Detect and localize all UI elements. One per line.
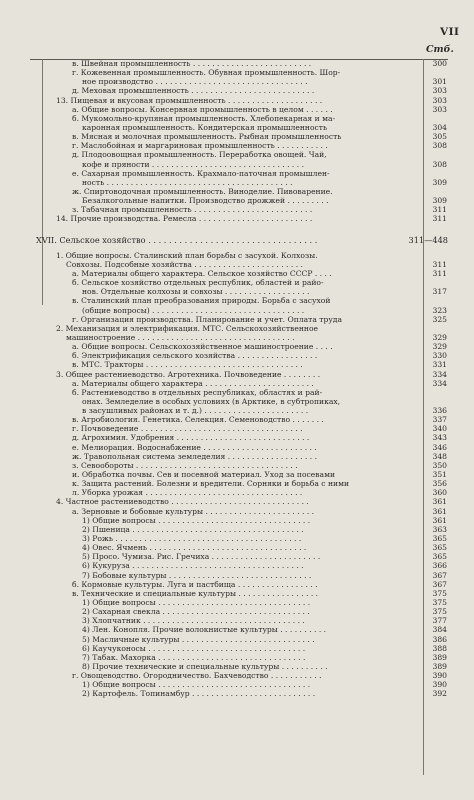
toc-row — [0, 415, 474, 424]
toc-row — [0, 324, 474, 333]
toc-row — [0, 470, 474, 479]
toc-entry-title: а. Общие вопросы. Консервная промышленность в целом . . . . . . — [72, 104, 333, 114]
toc-row — [0, 516, 474, 525]
toc-entry-title: а. Общие вопросы. Сельскохозяйственное машиностроение . . . . — [72, 342, 333, 352]
toc-row — [0, 86, 474, 95]
toc-row — [0, 607, 474, 616]
toc-entry-title: б. Сельское хозяйство отдельных республик, областей и райо- — [72, 278, 324, 288]
toc-row — [0, 59, 474, 68]
toc-row — [0, 635, 474, 644]
toc-row — [0, 525, 474, 534]
toc-row — [0, 379, 474, 388]
toc-entry-title: 3) Хлопчатник . . . . . . . . . . . . . . . . . . . . . . . . . . . . . . . . . . — [82, 616, 305, 626]
toc-entry-page: 375 — [432, 607, 447, 617]
toc-row — [0, 123, 474, 132]
toc-entry-page: 308 — [432, 159, 447, 169]
toc-row — [0, 105, 474, 114]
toc-row — [0, 351, 474, 360]
toc-entry-title: г. Почвоведение . . . . . . . . . . . . . . . . . . . . . . . . . . . . . . . . . . — [72, 424, 303, 434]
toc-row — [0, 625, 474, 634]
toc-entry-page: 331 — [432, 360, 447, 370]
toc-entry-page: 303 — [432, 104, 447, 114]
toc-entry-page: 365 — [432, 552, 447, 562]
toc-entry-title: 1) Общие вопросы . . . . . . . . . . . . . . . . . . . . . . . . . . . . . . . . — [82, 515, 311, 525]
toc-entry-title: е. Мелиорация. Водоснабжение . . . . . . . . . . . . . . . . . . . . . . . . — [72, 442, 317, 452]
toc-row — [0, 507, 474, 516]
toc-row — [0, 196, 474, 205]
toc-row — [0, 96, 474, 105]
toc-entry-title: в. Мясная и молочная промышленность. Рыбная промышленность — [72, 132, 342, 142]
section-gap — [0, 224, 474, 236]
toc-entry-page: 386 — [432, 634, 447, 644]
toc-entry-title: в. Агробиология. Генетика. Селекция. Семеноводство . . . . . . . — [72, 415, 324, 425]
toc-entry-title: 7) Табак. Махорка . . . . . . . . . . . . . . . . . . . . . . . . . . . . . . . — [82, 652, 306, 662]
toc-entry-title: 2) Пшеница . . . . . . . . . . . . . . . . . . . . . . . . . . . . . . . . . . . . — [82, 524, 304, 534]
toc-entry-page: 311—448 — [408, 234, 448, 245]
toc-entry-title: з. Табачная промышленность . . . . . . . . . . . . . . . . . . . . . . . . . — [72, 205, 313, 215]
toc-entry-title: б. Электрификация сельского хозяйства . . . . . . . . . . . . . . . . . — [72, 351, 318, 361]
toc-entry-page: 303 — [432, 95, 447, 105]
toc-entry-title: и. Обработка почвы. Сев и посевной материал. Уход за посевами — [72, 470, 336, 480]
toc-row — [0, 306, 474, 315]
toc-entry-title: XVII. Сельское хозяйство . . . . . . . . . . . . . . . . . . . . . . . . . . . . . . . . . — [36, 235, 318, 245]
toc-entry-page: 305 — [432, 132, 447, 142]
toc-entry-page: 367 — [432, 579, 447, 589]
toc-row — [0, 488, 474, 497]
toc-entry-page: 311 — [432, 205, 447, 215]
toc-row — [0, 141, 474, 150]
toc-entry-title: ность . . . . . . . . . . . . . . . . . . . . . . . . . . . . . . . . . . . . . . . — [82, 177, 293, 187]
toc-entry-page: 351 — [432, 470, 447, 480]
toc-entry-page: 330 — [432, 351, 447, 361]
toc-entry-page: 367 — [432, 570, 447, 580]
toc-row — [0, 287, 474, 296]
toc-row — [0, 616, 474, 625]
toc-row — [0, 132, 474, 141]
column-header: Стб. — [426, 44, 454, 55]
toc-entry-page: 377 — [432, 616, 447, 626]
toc-entry-title: а. Материалы общего характера. Сельское хозяйство СССР . . . . — [72, 268, 332, 278]
toc-entries — [0, 59, 474, 699]
toc-entry-page: 388 — [432, 643, 447, 653]
toc-entry-title: к. Защита растений. Болезни и вредители. Сорняки и борьба с ними — [72, 479, 350, 489]
toc-entry-title: ж. Травопольная система земледелия . . . . . . . . . . . . . . . . . . . — [72, 451, 318, 461]
toc-entry-page: 334 — [432, 378, 447, 388]
toc-entry-page: 384 — [432, 625, 447, 635]
toc-entry-title: 2) Сахарная свекла . . . . . . . . . . . . . . . . . . . . . . . . . . . . . . . — [82, 607, 310, 617]
toc-entry-title: 4. Частное растениеводство . . . . . . . . . . . . . . . . . . . . . . . . . . . . . — [56, 497, 309, 507]
toc-entry-page: 301 — [432, 77, 447, 87]
toc-entry-title: 4) Овес. Ячмень . . . . . . . . . . . . . . . . . . . . . . . . . . . . . . . . . — [82, 543, 307, 553]
toc-entry-title: з. Севообороты . . . . . . . . . . . . . . . . . . . . . . . . . . . . . . . . . . — [72, 460, 298, 470]
toc-entry-page: 361 — [432, 515, 447, 525]
toc-entry-page: 356 — [432, 479, 447, 489]
toc-entry-page: 343 — [432, 433, 447, 443]
toc-entry-title: д. Меховая промышленность . . . . . . . . . . . . . . . . . . . . . . . . . . — [72, 86, 315, 96]
toc-row — [0, 388, 474, 397]
toc-entry-page: 360 — [432, 488, 447, 498]
toc-entry-page: 311 — [432, 214, 447, 224]
toc-entry-page: 366 — [432, 561, 447, 571]
toc-row — [0, 178, 474, 187]
toc-row — [0, 424, 474, 433]
toc-row — [0, 397, 474, 406]
toc-entry-page: 325 — [432, 314, 447, 324]
toc-entry-page: 309 — [432, 177, 447, 187]
toc-entry-title: 6) Кукуруза . . . . . . . . . . . . . . . . . . . . . . . . . . . . . . . . . . . . — [82, 561, 304, 571]
toc-entry-page: 375 — [432, 598, 447, 608]
toc-entry-page: 323 — [432, 305, 447, 315]
toc-row — [0, 160, 474, 169]
toc-entry-title: б. Мукомольно-крупяная промышленность. Хлебопекарная и ма- — [72, 113, 336, 123]
toc-entry-title: машиностроение . . . . . . . . . . . . . . . . . . . . . . . . . . . . . . . . . — [66, 332, 295, 342]
toc-row — [0, 77, 474, 86]
toc-row — [0, 68, 474, 77]
toc-entry-title: б. Кормовые культуры. Луга и пастбища . . . . . . . . . . . . . . . . . — [72, 579, 318, 589]
toc-entry-page: 389 — [432, 652, 447, 662]
toc-entry-title: г. Овощеводство. Огородничество. Бахчеводство . . . . . . . . . . . — [72, 671, 322, 681]
toc-entry-title: д. Плодоовощная промышленность. Переработка овощей. Чай, — [72, 150, 327, 160]
toc-entry-title: ное производство . . . . . . . . . . . . . . . . . . . . . . . . . . . . . . . . — [82, 77, 308, 87]
toc-entry-title: л. Уборка урожая . . . . . . . . . . . . . . . . . . . . . . . . . . . . . . . . . — [72, 488, 303, 498]
toc-entry-page: 389 — [432, 662, 447, 671]
toc-entry-page: 340 — [432, 424, 447, 434]
toc-entry-title: каронная промышленность. Кондитерская промышленность — [82, 122, 328, 132]
toc-row — [0, 214, 474, 223]
toc-entry-title: Безалкогольные напитки. Производство дрожжей . . . . . . . . . — [82, 196, 329, 206]
toc-row — [0, 114, 474, 123]
toc-entry-page: 365 — [432, 543, 447, 553]
toc-row — [0, 689, 474, 698]
toc-entry-page: 346 — [432, 442, 447, 452]
toc-entry-page: 337 — [432, 415, 447, 425]
toc-row — [0, 479, 474, 488]
toc-entry-title: 6) Каучуконосы . . . . . . . . . . . . . . . . . . . . . . . . . . . . . . . . . — [82, 643, 306, 653]
toc-entry-page: 390 — [432, 671, 447, 681]
toc-row — [0, 580, 474, 589]
toc-entry-page: 365 — [432, 534, 447, 544]
toc-row — [0, 260, 474, 269]
toc-entry-page: 303 — [432, 86, 447, 96]
toc-entry-title: 4) Лен. Конопля. Прочие волокнистые культуры . . . . . . . . . . — [82, 625, 327, 635]
toc-entry-title: а. Зерновые и бобовые культуры . . . . . . . . . . . . . . . . . . . . . . . — [72, 506, 315, 516]
toc-entry-title: 1. Общие вопросы. Сталинский план борьбы с засухой. Колхозы. — [56, 250, 318, 260]
toc-row — [0, 370, 474, 379]
toc-entry-page: 336 — [432, 406, 447, 416]
toc-entry-title: 3) Рожь . . . . . . . . . . . . . . . . . . . . . . . . . . . . . . . . . . . . . . . — [82, 534, 302, 544]
toc-entry-page: 375 — [432, 588, 447, 598]
toc-entry-page: 348 — [432, 451, 447, 461]
toc-row — [0, 443, 474, 452]
toc-row — [0, 662, 474, 671]
toc-entry-title: нов. Отдельные колхозы и совхозы . . . . . . . . . . . . . . . . . . — [82, 287, 310, 297]
toc-entry-title: ж. Спиртоводочная промышленность. Виноделие. Пивоварение. — [72, 186, 333, 196]
toc-row — [0, 571, 474, 580]
toc-entry-title: е. Сахарная промышленность. Крахмало-паточная промышлен- — [72, 168, 330, 178]
toc-row — [0, 360, 474, 369]
toc-entry-title: 8) Прочие технические и специальные культуры . . . . . . . . . . — [82, 662, 328, 671]
toc-entry-page: 317 — [432, 287, 447, 297]
toc-entry-page: 361 — [432, 506, 447, 516]
toc-entry-title: Совхозы. Подсобные хозяйства . . . . . . . . . . . . . . . . . . . . . . . — [66, 259, 303, 269]
toc-row — [0, 169, 474, 178]
toc-entry-page: 311 — [432, 268, 447, 278]
toc-entry-page: 361 — [432, 497, 447, 507]
toc-row — [0, 205, 474, 214]
toc-entry-page: 309 — [432, 196, 447, 206]
toc-row — [0, 406, 474, 415]
toc-entry-title: 5) Просо. Чумиза. Рис. Гречиха . . . . . . . . . . . . . . . . . . . . . . . — [82, 552, 321, 562]
toc-entry-title: 2) Картофель. Топинамбур . . . . . . . . . . . . . . . . . . . . . . . . . . — [82, 689, 316, 699]
toc-entry-title: д. Агрохимия. Удобрения . . . . . . . . . . . . . . . . . . . . . . . . . . . . — [72, 433, 310, 443]
toc-row — [0, 452, 474, 461]
toc-row — [0, 497, 474, 506]
toc-chapter-row — [0, 236, 474, 245]
toc-entry-title: в засушливых районах и т. д.) . . . . . . . . . . . . . . . . . . . . . . — [82, 406, 309, 416]
toc-row — [0, 561, 474, 570]
toc-row — [0, 333, 474, 342]
toc-entry-title: г. Организация производства. Планирование и учет. Оплата труда — [72, 314, 343, 324]
toc-entry-page: 300 — [432, 59, 447, 68]
toc-entry-title: б. Растениеводство в отдельных республиках, областях и рай- — [72, 387, 323, 397]
toc-entry-page: 390 — [432, 680, 447, 690]
toc-entry-page: 304 — [432, 122, 447, 132]
toc-row — [0, 278, 474, 287]
toc-entry-title: (общие вопросы) . . . . . . . . . . . . . . . . . . . . . . . . . . . . . . . . — [82, 305, 305, 315]
toc-row — [0, 187, 474, 196]
toc-row — [0, 598, 474, 607]
toc-entry-page: 308 — [432, 141, 447, 151]
toc-row — [0, 433, 474, 442]
toc-row — [0, 644, 474, 653]
toc-entry-title: кофе и пряности . . . . . . . . . . . . . . . . . . . . . . . . . . . . . . . . — [82, 159, 304, 169]
toc-row — [0, 589, 474, 598]
toc-entry-title: в. Технические и специальные культуры . . . . . . . . . . . . . . . . . — [72, 588, 319, 598]
toc-entry-title: г. Кожевенная промышленность. Обувная промышленность. Шор- — [72, 68, 341, 78]
toc-row — [0, 671, 474, 680]
toc-row — [0, 342, 474, 351]
toc-entry-page: 334 — [432, 369, 447, 379]
toc-row — [0, 543, 474, 552]
toc-row — [0, 296, 474, 305]
toc-entry-title: г. Маслобойная и маргариновая промышленность . . . . . . . . . . . — [72, 141, 328, 151]
toc-entry-title: 1) Общие вопросы . . . . . . . . . . . . . . . . . . . . . . . . . . . . . . . . — [82, 598, 311, 608]
page-number: VII — [440, 26, 460, 38]
toc-row — [0, 251, 474, 260]
toc-row — [0, 653, 474, 662]
toc-entry-title: онах. Земледелие в особых условиях (в Арктике, в субтропиках, — [82, 396, 341, 406]
toc-row — [0, 680, 474, 689]
toc-entry-title: 1) Общие вопросы . . . . . . . . . . . . . . . . . . . . . . . . . . . . . . . . — [82, 680, 311, 690]
toc-entry-title: в. Швейная промышленность . . . . . . . . . . . . . . . . . . . . . . . . . — [72, 59, 312, 68]
toc-entry-page: 363 — [432, 524, 447, 534]
toc-entry-title: 14. Прочие производства. Ремесла . . . . . . . . . . . . . . . . . . . . . . . . — [56, 214, 313, 224]
toc-entry-page: 311 — [432, 259, 447, 269]
toc-entry-page: 392 — [432, 689, 447, 699]
toc-row — [0, 534, 474, 543]
toc-entry-title: 5) Масличные культуры . . . . . . . . . . . . . . . . . . . . . . . . . . . . — [82, 634, 315, 644]
toc-entry-title: 2. Механизация и электрификация. МТС. Сельскохозяйственное — [56, 323, 319, 333]
toc-row — [0, 461, 474, 470]
toc-entry-title: в. Сталинский план преобразования природы. Борьба с засухой — [72, 296, 331, 306]
toc-entry-title: в. МТС. Тракторы . . . . . . . . . . . . . . . . . . . . . . . . . . . . . . . . . — [72, 360, 303, 370]
toc-row — [0, 552, 474, 561]
toc-entry-title: 13. Пищевая и вкусовая промышленность . . . . . . . . . . . . . . . . . . . . — [56, 95, 323, 105]
toc-entry-title: 7) Бобовые культуры . . . . . . . . . . . . . . . . . . . . . . . . . . . . . . — [82, 570, 312, 580]
toc-row — [0, 269, 474, 278]
toc-row — [0, 150, 474, 159]
toc-entry-page: 329 — [432, 342, 447, 352]
toc-entry-page: 329 — [432, 332, 447, 342]
toc-entry-title: 3. Общее растениеводство. Агротехника. Почвоведение . . . . . . . . — [56, 369, 321, 379]
toc-entry-page: 350 — [432, 460, 447, 470]
toc-entry-title: а. Материалы общего характера . . . . . . . . . . . . . . . . . . . . . . . — [72, 378, 314, 388]
toc-row — [0, 315, 474, 324]
